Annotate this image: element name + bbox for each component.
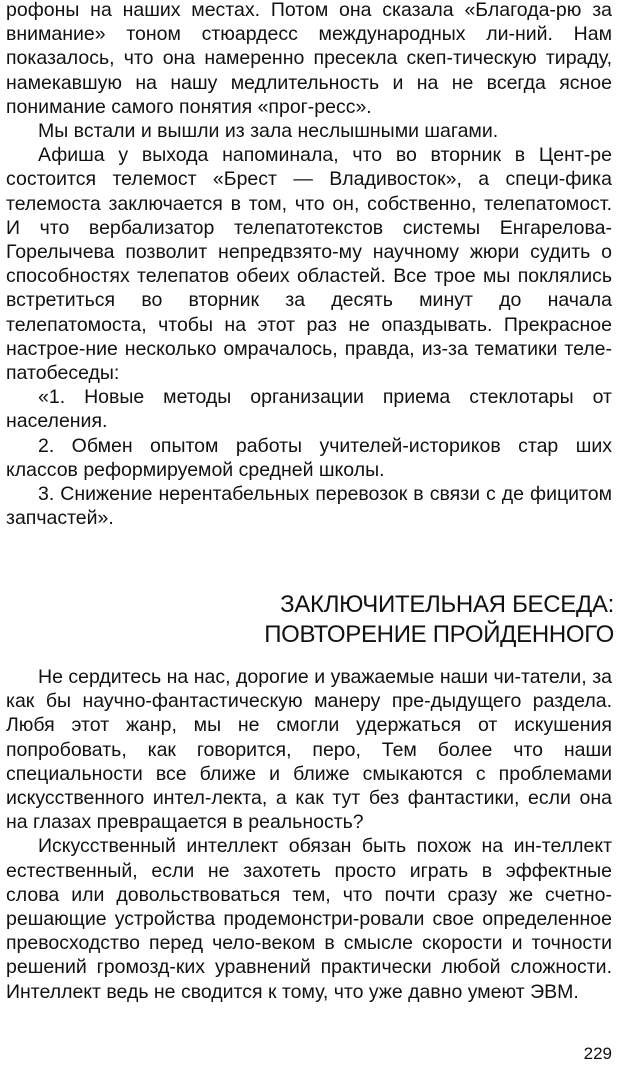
section-heading-line-2: ПОВТОРЕНИЕ ПРОЙДЕННОГО [264, 621, 614, 648]
section-heading-line-1: ЗАКЛЮЧИТЕЛЬНАЯ БЕСЕДА: [280, 591, 614, 618]
paragraph: Мы встали и вышли из зала неслышными шагами. [38, 120, 499, 143]
agenda-item-3: 3. Снижение нерентабельных перевозок в связи с де фицитом запчастей». [6, 483, 612, 530]
paragraph-continuation: рофоны на наших местах. Потом она сказала «Благода-рю за внимание» тоном стюардесс международных ли-ний. Нам показалось, что она намеренно пресекла скеп-тическую тираду, намекавшую на нашу медлительность и на не всегда ясное понимание самого понятия «прог-ресс». [6, 0, 612, 118]
paragraph: Афиша у выхода напоминала, что во вторник в Цент-ре состоится телемост «Брест — Владивосток», а специ-фика телемоста заключается в том, что он, собственно, телепатомост. И что вербализатор телепатотекстов системы Енгарелова-Горелычева позволит непредвзято-му научному жюри судить о способностях телепатов обеих областей. Все трое мы поклялись встретиться во вторник за десять минут до начала телепатомоста, чтобы на этот раз не опаздывать. Прекрасное настрое-ние несколько омрачалось, правда, из-за тематики теле-патобеседы: [6, 144, 612, 385]
paragraph: Не сердитесь на нас, дорогие и уважаемые наши чи-татели, за как бы научно-фантастическую манеру пре-дыдущего раздела. Любя этот жанр, мы не смогли удержаться от искушения попробовать, как говорится, перо, Тем более что наши специальности все ближе и ближе смыкаются с проблемами искусственного интел-лекта, а как тут без фантастики, если она на глазах превращается в реальность? [6, 666, 612, 834]
agenda-item-2: 2. Обмен опытом работы учителей-историков стар ших классов реформируемой средней школы. [6, 434, 612, 481]
text-block-bottom [6, 665, 612, 1004]
section-heading [14, 590, 614, 650]
paragraph: Искусственный интеллект обязан быть похож на ин-теллект естественный, если не захотеть просто играть в эффектные слова или довольствоваться тем, что почти сразу же счетно-решающие устройства продемонстри-ровали свое определенное превосходство перед чело-веком в смысле скорости и точности решений громозд-ких уравнений практически любой сложности. Интеллект ведь не сводится к тому, что уже давно умеют ЭВМ. [6, 835, 612, 1003]
agenda-item-1: «1. Новые методы организации приема стеклотары от населения. [6, 386, 612, 433]
text-block-top [6, 0, 612, 530]
page-number: 229 [583, 1044, 612, 1063]
